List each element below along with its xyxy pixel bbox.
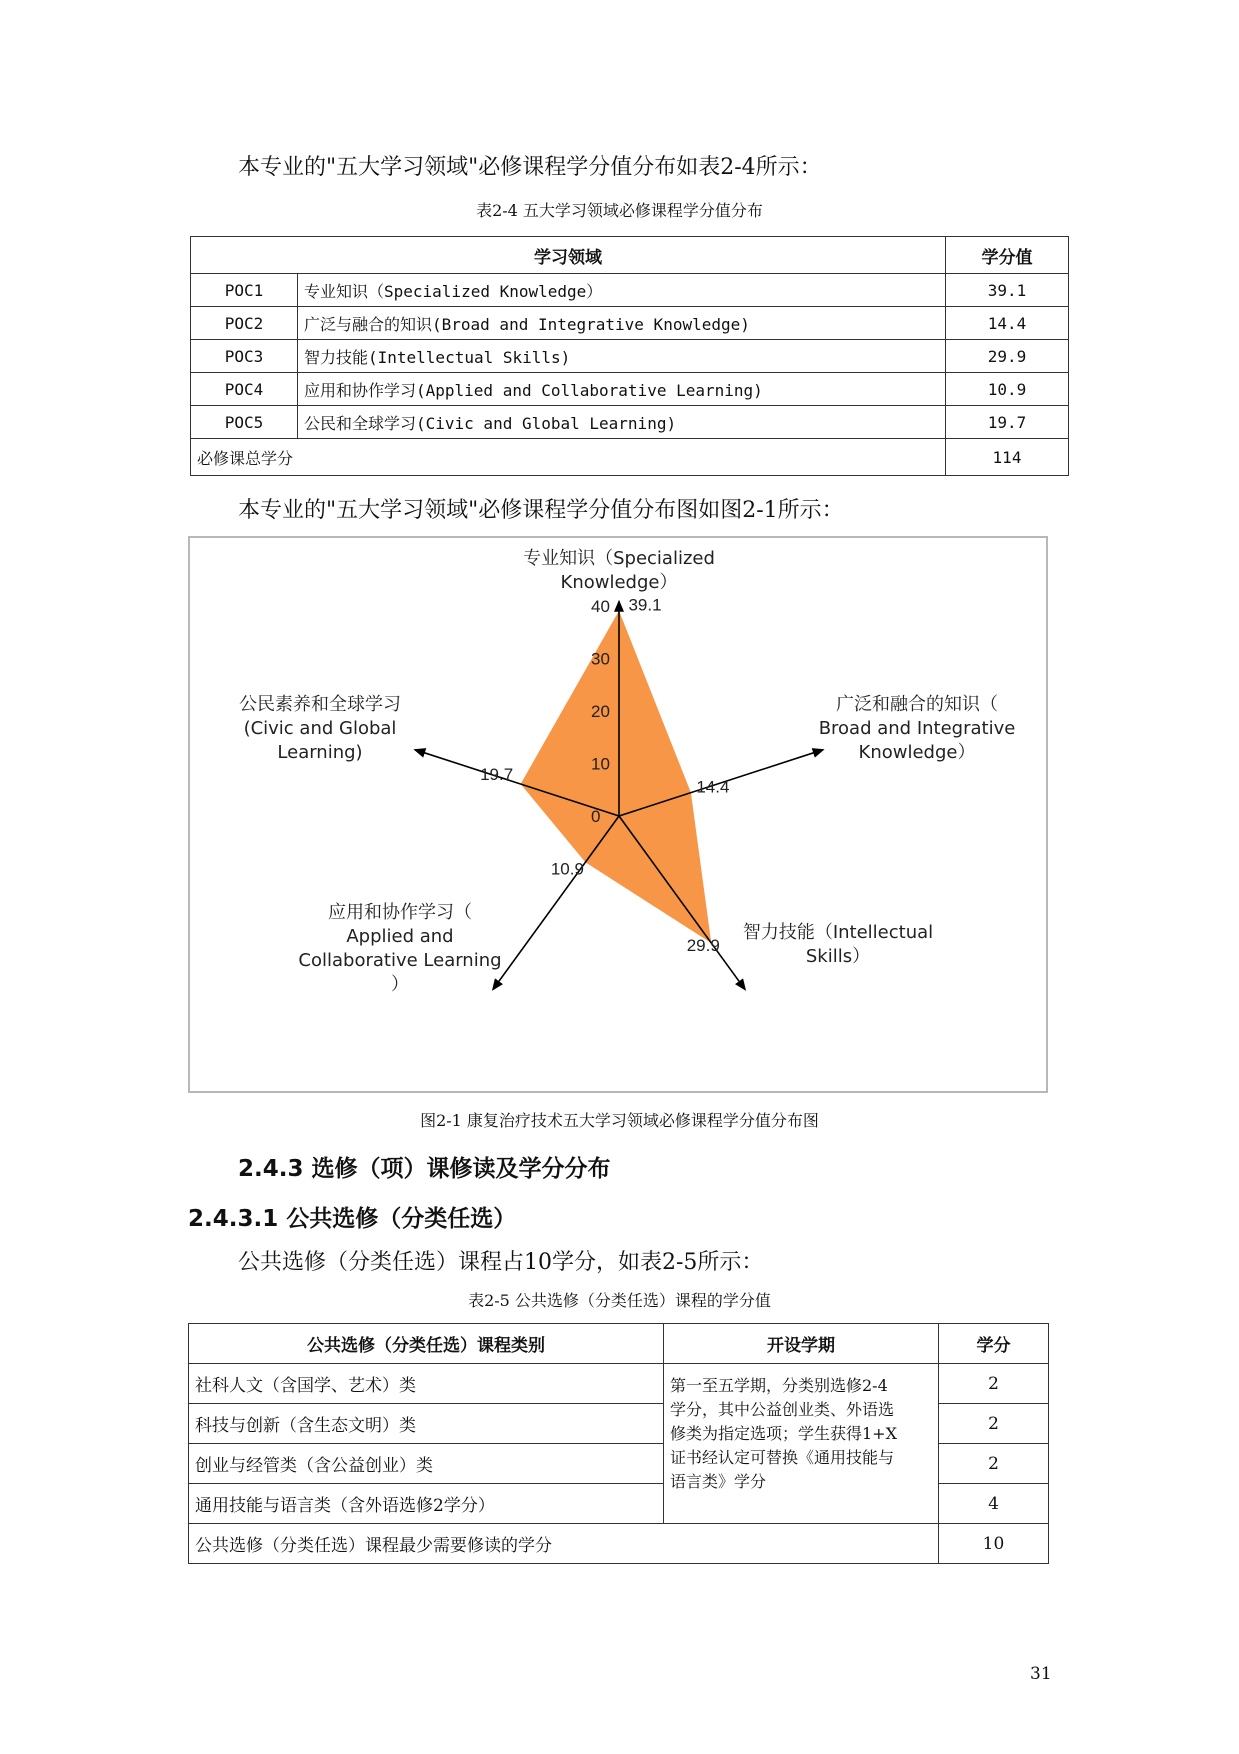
scale-tick-label: 10 — [591, 754, 610, 774]
total-label: 公共选修（分类任选）课程最少需要修读的学分 — [189, 1524, 939, 1564]
table-2-5 — [188, 1323, 1049, 1564]
axis-label-line: Knowledge） — [858, 742, 976, 763]
table-total-row — [191, 439, 1069, 476]
table-header-row — [189, 1324, 1049, 1364]
axis-label-line: 公民素养和全球学习 — [239, 694, 401, 715]
row-credit: 2 — [939, 1404, 1049, 1444]
row-credit: 39.1 — [946, 274, 1069, 307]
axis-label-line: Skills） — [805, 946, 871, 967]
total-value: 114 — [946, 439, 1069, 476]
row-credit: 10.9 — [946, 373, 1069, 406]
table-2-4 — [190, 236, 1069, 476]
header-domain: 学习领域 — [191, 237, 946, 274]
row-category: 科技与创新（含生态文明）类 — [189, 1404, 664, 1444]
row-category: 创业与经管类（含公益创业）类 — [189, 1444, 664, 1484]
intro-paragraph-3: 公共选修（分类任选）课程占10学分，如表2-5所示： — [238, 1250, 764, 1275]
data-polygon — [521, 611, 712, 943]
term-note-line: 语言类》学分 — [670, 1472, 767, 1491]
data-value-label: 14.4 — [696, 777, 730, 797]
axis-label-line: Learning) — [277, 742, 363, 763]
row-name: 公民和全球学习(Civic and Global Learning) — [298, 406, 946, 439]
table-row — [191, 307, 1069, 340]
term-note-line: 证书经认定可替换《通用技能与 — [670, 1448, 895, 1467]
section-heading-2-4-3: 2.4.3 选修（项）课修读及学分分布 — [238, 1156, 611, 1182]
scale-tick-label: 20 — [591, 702, 610, 721]
table-total-row — [189, 1524, 1049, 1564]
table-row — [191, 373, 1069, 406]
header-category: 公共选修（分类任选）课程类别 — [189, 1324, 664, 1364]
axis-label-line: 应用和协作学习（ — [328, 902, 472, 923]
term-note-line: 第一至五学期，分类别选修2-4 — [670, 1376, 888, 1395]
term-note — [664, 1364, 939, 1524]
data-value-label: 29.9 — [686, 935, 720, 955]
data-value-label: 19.7 — [480, 765, 514, 785]
scale-tick-label: 30 — [591, 649, 610, 669]
axis-label-line: 专业知识（Specialized — [523, 548, 715, 569]
axis-label-line: 广泛和融合的知识（ — [836, 694, 998, 715]
total-value: 10 — [939, 1524, 1049, 1564]
row-credit: 4 — [939, 1484, 1049, 1524]
axis-label-line: Knowledge） — [560, 572, 678, 593]
axis-label-line: ） — [391, 974, 409, 995]
row-category: 通用技能与语言类（含外语选修2学分） — [189, 1484, 664, 1524]
table-row — [189, 1364, 1049, 1404]
term-note-line: 学分，其中公益创业类、外语选 — [670, 1400, 895, 1419]
axis-line — [493, 816, 619, 989]
row-credit: 14.4 — [946, 307, 1069, 340]
row-code: POC4 — [191, 373, 298, 406]
term-note-line: 修类为指定选项；学生获得1+X — [670, 1424, 897, 1443]
scale-tick-label: 0 — [591, 807, 601, 826]
header-term: 开设学期 — [664, 1324, 939, 1364]
header-credit: 学分值 — [946, 237, 1069, 274]
figure-2-1-caption: 图2-1 康复治疗技术五大学习领域必修课程学分值分布图 — [420, 1111, 819, 1130]
table-2-5-caption: 表2-5 公共选修（分类任选）课程的学分值 — [468, 1291, 771, 1310]
table-row — [191, 406, 1069, 439]
row-code: POC1 — [191, 274, 298, 307]
row-name: 应用和协作学习(Applied and Collaborative Learning) — [298, 373, 946, 406]
row-credit: 29.9 — [946, 340, 1069, 373]
row-category: 社科人文（含国学、艺术）类 — [189, 1364, 664, 1404]
row-credit: 2 — [939, 1444, 1049, 1484]
section-heading-2-4-3-1: 2.4.3.1 公共选修（分类任选） — [188, 1206, 517, 1232]
row-code: POC5 — [191, 406, 298, 439]
row-credit: 2 — [939, 1364, 1049, 1404]
data-value-label: 39.1 — [628, 595, 662, 615]
header-credit: 学分 — [939, 1324, 1049, 1364]
radar-chart-frame — [188, 536, 1048, 1093]
page-number: 31 — [1030, 1664, 1052, 1684]
row-name: 专业知识（Specialized Knowledge） — [298, 274, 946, 307]
axis-label-line: Applied and — [346, 926, 454, 947]
intro-paragraph-2: 本专业的"五大学习领域"必修课程学分值分布图如图2-1所示： — [238, 498, 844, 523]
table-2-4-caption: 表2-4 五大学习领域必修课程学分值分布 — [476, 201, 763, 220]
axis-label-line: 智力技能（Intellectual — [742, 922, 934, 943]
axis-label-line: Broad and Integrative — [818, 718, 1016, 739]
row-credit: 19.7 — [946, 406, 1069, 439]
row-code: POC3 — [191, 340, 298, 373]
total-label: 必修课总学分 — [191, 439, 946, 476]
scale-tick-label: 40 — [591, 597, 610, 616]
axis-label-line: Collaborative Learning — [298, 950, 502, 971]
row-name: 智力技能(Intellectual Skills) — [298, 340, 946, 373]
axis-label-line: (Civic and Global — [243, 718, 397, 739]
radar-chart — [190, 538, 1046, 1091]
table-header-row — [191, 237, 1069, 274]
table-row — [191, 274, 1069, 307]
intro-paragraph-1: 本专业的"五大学习领域"必修课程学分值分布如表2-4所示： — [238, 155, 822, 180]
data-value-label: 10.9 — [550, 859, 584, 879]
row-code: POC2 — [191, 307, 298, 340]
row-name: 广泛与融合的知识(Broad and Integrative Knowledge) — [298, 307, 946, 340]
table-row — [191, 340, 1069, 373]
